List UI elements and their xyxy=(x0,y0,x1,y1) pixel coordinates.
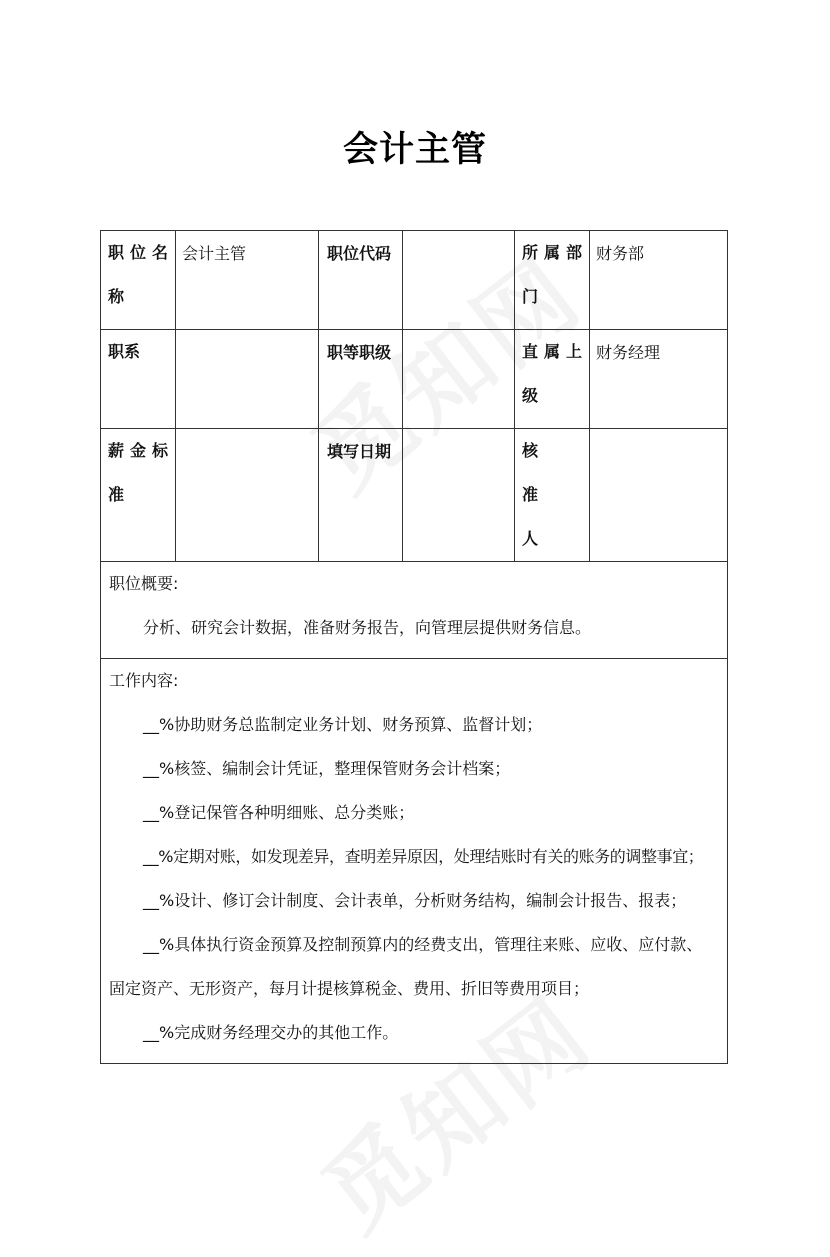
job-description-table xyxy=(100,230,728,1064)
label-approver: 核准人 xyxy=(515,429,590,562)
page-title: 会计主管 xyxy=(342,130,487,170)
label-salary-standard: 薪金标准 xyxy=(101,429,176,562)
duty-item-continued: 固定资产、无形资产，每月计提核算税金、费用、折旧等费用项目； xyxy=(109,979,590,998)
value-direct-supervisor: 财务经理 xyxy=(590,330,728,429)
summary-label: 职位概要: xyxy=(109,574,179,593)
label-position-name: 职位名称 xyxy=(101,231,176,330)
label-job-family: 职系 xyxy=(101,330,176,429)
value-job-family xyxy=(176,330,319,429)
value-position-name: 会计主管 xyxy=(176,231,319,330)
duties-section xyxy=(101,659,728,1064)
value-department: 财务部 xyxy=(590,231,728,330)
table-row-3 xyxy=(101,429,728,562)
duty-item: __%登记保管各种明细账、总分类账； xyxy=(143,803,415,822)
value-approver xyxy=(590,429,728,562)
table-row-2 xyxy=(101,330,728,429)
duty-item: __%设计、修订会计制度、会计表单，分析财务结构，编制会计报告、报表； xyxy=(143,891,687,910)
duty-item: __%定期对账，如发现差异，查明差异原因，处理结账时有关的账务的调整事宜； xyxy=(143,847,704,866)
duties-row xyxy=(101,659,728,1064)
duty-item: __%协助财务总监制定业务计划、财务预算、监督计划； xyxy=(143,715,543,734)
duty-item: __%核签、编制会计凭证，整理保管财务会计档案； xyxy=(143,759,511,778)
duty-item: __%具体执行资金预算及控制预算内的经费支出，管理往来账、应收、应付款、 xyxy=(143,935,703,954)
summary-row xyxy=(101,562,728,659)
duty-item: __%完成财务经理交办的其他工作。 xyxy=(143,1023,399,1042)
label-fill-date: 填写日期 xyxy=(319,429,403,562)
summary-section xyxy=(101,562,728,659)
value-position-code xyxy=(403,231,515,330)
table-row-1 xyxy=(101,231,728,330)
label-job-grade: 职等职级 xyxy=(319,330,403,429)
label-position-code: 职位代码 xyxy=(319,231,403,330)
label-department: 所属部门 xyxy=(515,231,590,330)
summary-text: 分析、研究会计数据，准备财务报告，向管理层提供财务信息。 xyxy=(143,618,592,637)
value-job-grade xyxy=(403,330,515,429)
duties-label: 工作内容: xyxy=(109,671,179,690)
label-direct-supervisor: 直属上级 xyxy=(515,330,590,429)
value-salary-standard xyxy=(176,429,319,562)
value-fill-date xyxy=(403,429,515,562)
